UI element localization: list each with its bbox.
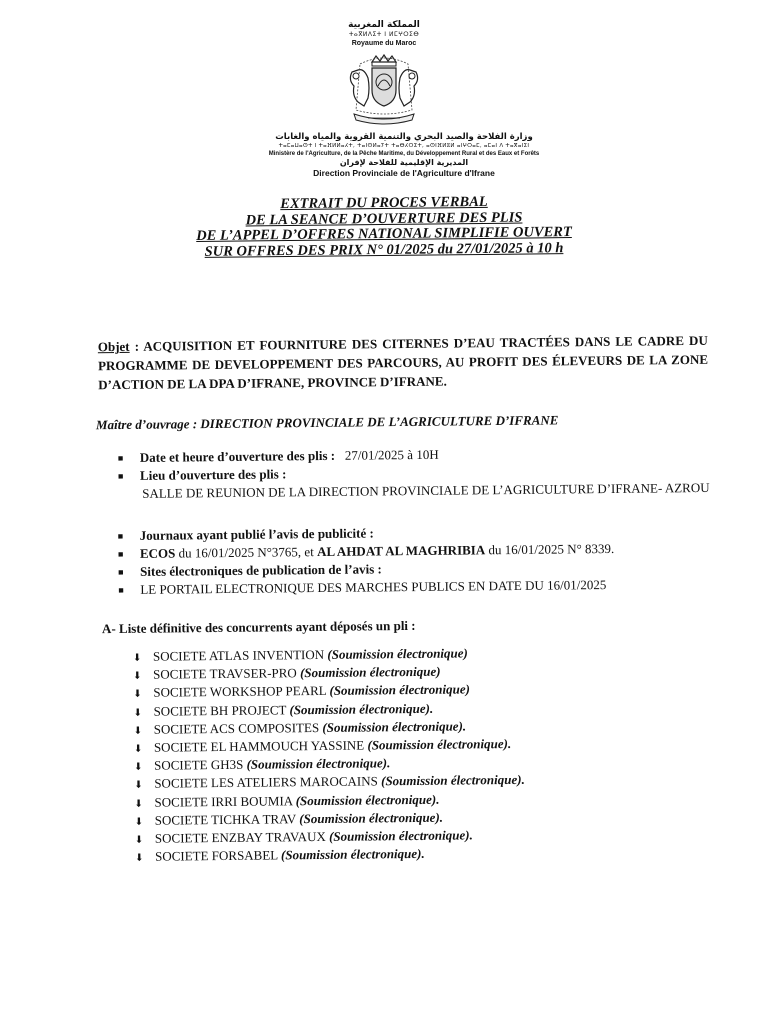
title-line-1: EXTRAIT DU PROCES VERBAL — [280, 193, 488, 213]
competitor-name: SOCIETE TICHKA TRAV — [154, 811, 297, 828]
competitor-name: SOCIETE TRAVSER-PRO — [153, 665, 297, 682]
journal2-name: AL AHDAT AL MAGHRIBIA — [316, 542, 486, 560]
arrow-down-marker-icon: ⬇ — [133, 743, 143, 755]
submission-mode: (Soumission électronique). — [246, 755, 391, 772]
competitor-name: SOCIETE WORKSHOP PEARL — [153, 683, 327, 701]
kingdom-text: Royaume du Maroc — [351, 40, 417, 47]
ministry-text: Ministère de l'Agriculture, de la Pêche Maritime, du Développement Rural et des Eaux et Forêts — [268, 151, 540, 157]
arabic-ministry-text: وزارة الفلاحة والصيد البحري والتنمية القروية والمياه والغابات — [275, 132, 533, 142]
arrow-down-marker-icon: ⬇ — [134, 834, 144, 846]
square-bullet-icon: ■ — [117, 549, 124, 560]
journal1-name: ECOS — [139, 545, 176, 561]
sites-label: Sites électroniques de publication de l’avis : — [140, 561, 382, 579]
title-line-4: SUR OFFRES DES PRIX N° 01/2025 du 27/01/2025 à 10 h — [204, 239, 564, 260]
submission-mode: (Soumission électronique). — [289, 700, 434, 717]
submission-mode: (Soumission électronique). — [322, 718, 467, 735]
submission-mode: (Soumission électronique) — [327, 645, 468, 662]
section-a-heading: A- Liste définitive des concurrents ayant déposés un pli : — [101, 617, 416, 637]
title-line-3: DE L’APPEL D’OFFRES NATIONAL SIMPLIFIE OUVERT — [196, 224, 572, 244]
square-bullet-icon: ■ — [117, 531, 124, 542]
direction-text: Direction Provinciale de l'Agriculture d'Ifrane — [313, 168, 495, 178]
maitre-ouvrage: Maître d’ouvrage : DIRECTION PROVINCIALE DE L’AGRICULTURE D’IFRANE — [95, 412, 559, 433]
lieu-label: Lieu d’ouverture des plis : — [139, 466, 287, 483]
competitor-name: SOCIETE FORSABEL — [154, 847, 278, 864]
objet-paragraph — [98, 331, 709, 394]
arrow-down-marker-icon: ⬇ — [133, 725, 143, 737]
date-value: 27/01/2025 à 10H — [344, 446, 439, 463]
journal2-rest: du 16/01/2025 N° 8339. — [485, 540, 615, 558]
submission-mode: (Soumission électronique). — [380, 772, 525, 789]
competitor-name: SOCIETE BH PROJECT — [153, 701, 287, 719]
submission-mode: (Soumission électronique). — [280, 846, 425, 863]
submission-mode: (Soumission électronique) — [329, 681, 471, 699]
square-bullet-icon: ■ — [118, 567, 124, 578]
lieu-value: SALLE DE REUNION DE LA DIRECTION PROVINCIALE DE L’AGRICULTURE D’IFRANE- AZROU — [142, 479, 710, 501]
details-block-2 — [118, 521, 719, 599]
arrow-down-marker-icon: ⬇ — [135, 853, 144, 865]
submission-mode: (Soumission électronique). — [299, 809, 444, 827]
competitor-name: SOCIETE EL HAMMOUCH YASSINE — [153, 737, 365, 755]
arrow-down-marker-icon: ⬇ — [132, 652, 142, 664]
submission-mode: (Soumission électronique) — [299, 663, 441, 681]
arrow-down-marker-icon: ⬇ — [134, 798, 143, 810]
sites-value: LE PORTAIL ELECTRONIQUE DES MARCHES PUBLICS EN DATE DU 16/01/2025 — [140, 577, 607, 597]
coat-of-arms-emblem — [338, 52, 430, 128]
competitor-name: SOCIETE LES ATELIERS MAROCAINS — [154, 773, 378, 792]
arabic-kingdom-text: المملكة المغربية — [348, 20, 420, 30]
submission-mode: (Soumission électronique). — [367, 735, 512, 753]
objet-text: : ACQUISITION ET FOURNITURE DES CITERNES D’EAU TRACTÉES DANS LE CADRE DU PROGRAMME DE DEVELOPPEMENT DES PARCOURS, AU PROFIT DES ÉLEVEURS DE LA ZONE D’ACTION DE LA DPA D’IFRANE, PROVINCE D’IFRANE. — [97, 332, 709, 393]
details-block-1 — [118, 443, 719, 502]
document-title — [0, 193, 768, 260]
arrow-down-marker-icon: ⬇ — [134, 816, 144, 828]
competitor-list — [133, 643, 695, 867]
competitor-name: SOCIETE ATLAS INVENTION — [152, 646, 325, 664]
journal1-rest: du 16/01/2025 N°3765, et — [175, 544, 318, 561]
objet-label: Objet — [97, 338, 130, 355]
title-line-2: DE LA SEANCE D’OUVERTURE DES PLIS — [245, 209, 523, 228]
competitor-name: SOCIETE ACS COMPOSITES — [153, 719, 320, 737]
letterhead — [0, 20, 768, 179]
submission-mode: (Soumission électronique). — [295, 791, 440, 808]
arrow-down-marker-icon: ⬇ — [133, 671, 142, 683]
square-bullet-icon: ■ — [118, 585, 124, 596]
competitor-name: SOCIETE GH3S — [154, 757, 244, 773]
tifinagh-kingdom-text: ⵜⴰⴳⵍⴷⵉⵜ ⵏ ⵍⵎⵖⵔⵉⴱ — [348, 31, 420, 38]
arabic-direction-text: المديرية الإقليمية للفلاحة لإفران — [339, 158, 469, 167]
arrow-down-marker-icon: ⬇ — [133, 707, 142, 719]
competitor-name: SOCIETE ENZBAY TRAVAUX — [154, 828, 326, 846]
arrow-down-marker-icon: ⬇ — [134, 762, 143, 774]
square-bullet-icon: ■ — [117, 471, 124, 482]
arrow-down-marker-icon: ⬇ — [134, 780, 143, 792]
date-label: Date et heure d’ouverture des plis : — [139, 447, 336, 465]
journaux-label: Journaux ayant publié l’avis de publicité : — [139, 525, 374, 543]
square-bullet-icon: ■ — [117, 453, 124, 464]
arrow-down-marker-icon: ⬇ — [133, 689, 142, 701]
submission-mode: (Soumission électronique). — [328, 827, 473, 844]
competitor-name: SOCIETE IRRI BOUMIA — [154, 792, 293, 810]
tifinagh-ministry-text: ⵜⴰⵎⴰⵡⴰⵙⵜ ⵏ ⵜⴰⴼⵍⵍⴰⵃⵜ, ⵜⴰⵏⵙⵍⴰⵢⵜ ⵜⴰⴱⵃⵔⵉⵜ, ⴰⵙⵏⴼⵍⵓⵍ ⴰⵏⵖⵔⴰⵎ, ⴰⵎⴰⵏ ⴷ ⵜⴰⴳⴰⵏⵉⵏ — [278, 143, 530, 149]
